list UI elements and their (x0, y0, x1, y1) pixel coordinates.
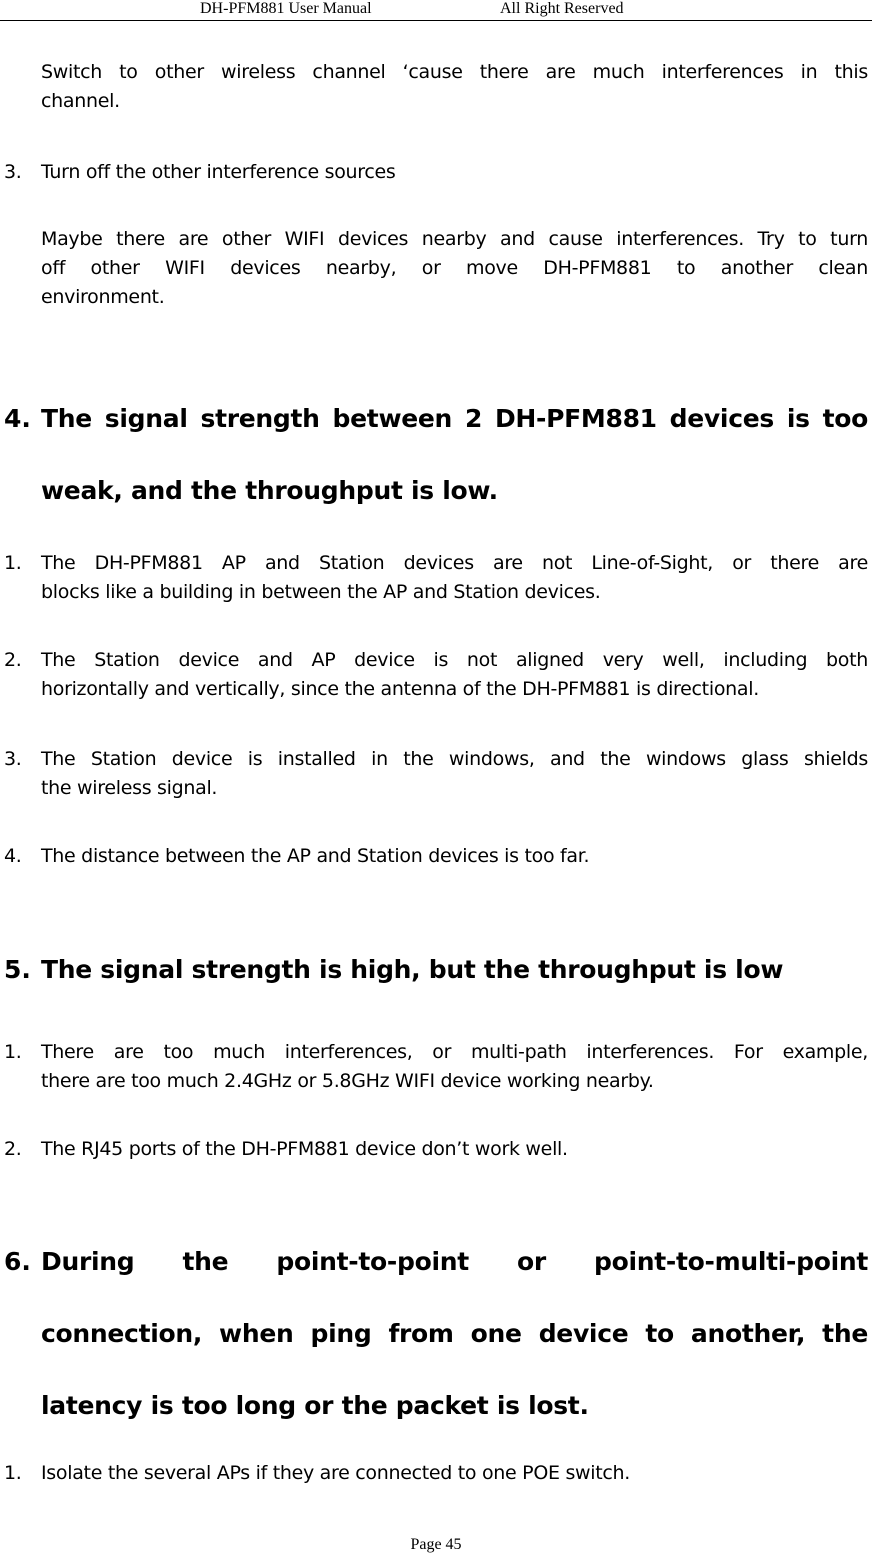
section4-item2-number: 2. (4, 649, 22, 671)
section6-heading (41, 1247, 868, 1420)
section5-item1-line-1: There are too much interferences, or multi-path interferences. For example, (41, 1041, 868, 1063)
section6-item1: Isolate the several APs if they are connected to one POE switch. (41, 1462, 631, 1484)
section4-item4-number: 4. (4, 845, 22, 867)
manual-title: DH-PFM881 User Manual (200, 0, 372, 17)
section4-item3 (41, 745, 868, 803)
section6-item1-number: 1. (4, 1462, 22, 1484)
item3-body (41, 225, 868, 312)
intro-paragraph (41, 58, 868, 116)
section4-item2 (41, 646, 868, 704)
intro-line-2: channel. (41, 90, 120, 112)
item3-body-line-1: Maybe there are other WIFI devices nearby and cause interferences. Try to turn (41, 228, 868, 250)
section4-item1-line-2: blocks like a building in between the AP and Station devices. (41, 581, 601, 603)
section4-item4: The distance between the AP and Station devices is too far. (41, 845, 590, 867)
rights-notice: All Right Reserved (500, 0, 624, 17)
section5-number: 5. (4, 955, 31, 984)
page-number: Page 45 (410, 1536, 462, 1553)
section5-item1-line-2: there are too much 2.4GHz or 5.8GHz WIFI device working nearby. (41, 1070, 654, 1092)
item3-body-line-3: environment. (41, 286, 165, 308)
section4-item3-line-1: The Station device is installed in the windows, and the windows glass shields (41, 748, 868, 770)
section6-heading-line-3: latency is too long or the packet is lost. (41, 1391, 589, 1420)
section5-item1-number: 1. (4, 1041, 22, 1063)
section5-item2: The RJ45 ports of the DH-PFM881 device don’t work well. (41, 1138, 568, 1160)
section5-item2-number: 2. (4, 1138, 22, 1160)
section4-heading-line-2: weak, and the throughput is low. (41, 476, 498, 505)
section4-heading (41, 404, 868, 505)
section4-item3-number: 3. (4, 748, 22, 770)
item3-title: Turn off the other interference sources (41, 161, 396, 183)
page-header (0, 0, 872, 21)
section6-number: 6. (4, 1247, 31, 1276)
section4-item1-number: 1. (4, 552, 22, 574)
section4-item2-line-1: The Station device and AP device is not aligned very well, including both (41, 649, 868, 671)
item3-number: 3. (4, 161, 22, 183)
section4-item2-line-2: horizontally and vertically, since the antenna of the DH-PFM881 is directional. (41, 678, 759, 700)
item3-body-line-2: off other WIFI devices nearby, or move DH-PFM881 to another clean (41, 257, 868, 279)
section6-heading-line-2: connection, when ping from one device to another, the (41, 1319, 868, 1348)
section4-heading-line-1: The signal strength between 2 DH-PFM881 devices is too (41, 404, 868, 433)
section5-heading: The signal strength is high, but the throughput is low (41, 955, 784, 984)
section4-number: 4. (4, 404, 31, 433)
intro-line-1: Switch to other wireless channel ‘cause there are much interferences in this (41, 61, 868, 83)
section4-item1-line-1: The DH-PFM881 AP and Station devices are not Line-of-Sight, or there are (41, 552, 868, 574)
section5-item1 (41, 1038, 868, 1096)
section6-heading-line-1: During the point-to-point or point-to-multi-point (41, 1247, 868, 1276)
section4-item1 (41, 549, 868, 607)
section4-item3-line-2: the wireless signal. (41, 777, 218, 799)
